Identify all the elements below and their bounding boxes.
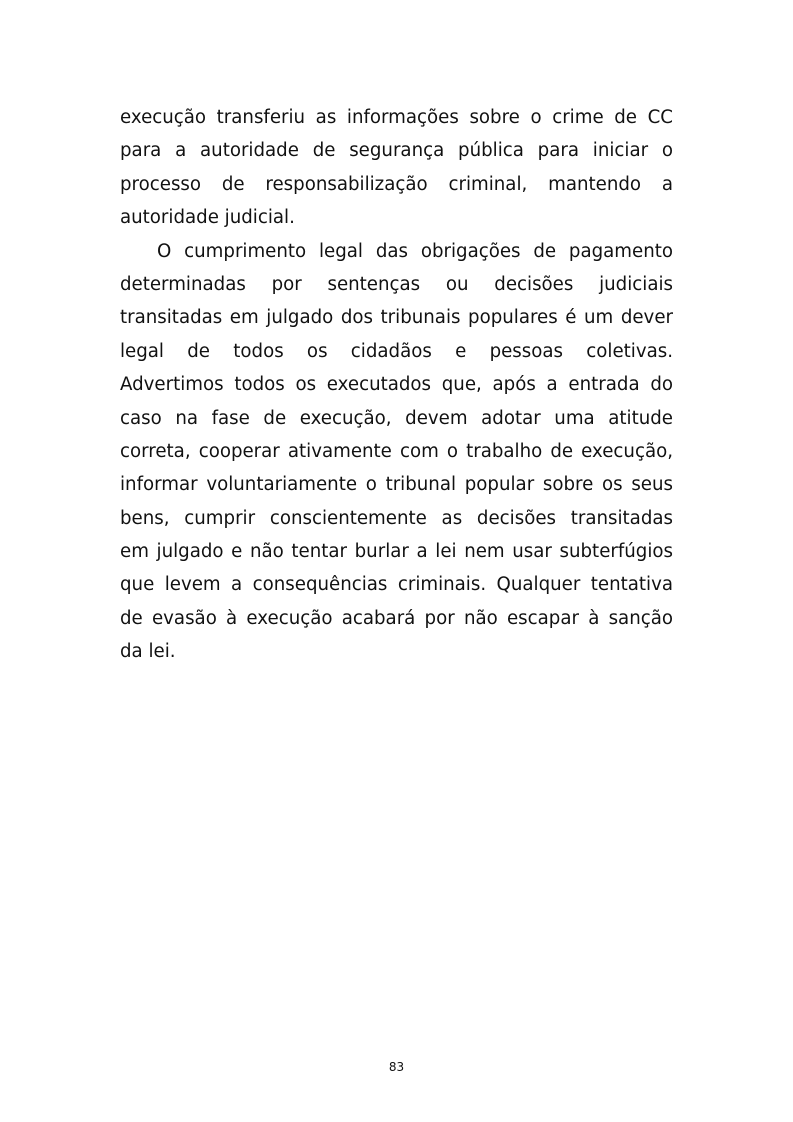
text-line: que levem a consequências criminais. Qualquer tentativa: [120, 574, 673, 596]
paragraph-2: [120, 235, 673, 669]
text-line: de evasão à execução acabará por não escapar à sanção: [120, 607, 673, 629]
text-line: informar voluntariamente o tribunal popular sobre os seus: [120, 474, 673, 496]
body-text: [120, 101, 673, 669]
text-line: da lei.: [120, 641, 176, 663]
text-line: para a autoridade de segurança pública para iniciar o: [120, 140, 673, 162]
text-line: O cumprimento legal das obrigações de pagamento: [157, 240, 673, 262]
text-line: determinadas por sentenças ou decisões judiciais: [120, 273, 673, 295]
text-line: caso na fase de execução, devem adotar uma atitude: [120, 407, 673, 429]
text-line: em julgado e não tentar burlar a lei nem usar subterfúgios: [120, 541, 673, 563]
text-line: execução transferiu as informações sobre o crime de CC: [120, 107, 673, 128]
page-number: 83: [388, 1060, 405, 1074]
text-line: autoridade judicial.: [120, 207, 295, 229]
text-line: processo de responsabilização criminal, mantendo a: [120, 173, 673, 195]
text-line: transitadas em julgado dos tribunais populares é um dever: [120, 307, 673, 329]
paragraph-1: [120, 101, 673, 235]
text-line: bens, cumprir conscientemente as decisões transitadas: [120, 507, 673, 529]
text-line: Advertimos todos os executados que, após a entrada do: [120, 374, 673, 396]
text-line: legal de todos os cidadãos e pessoas coletivas.: [120, 340, 673, 362]
text-line: correta, cooperar ativamente com o trabalho de execução,: [120, 440, 673, 462]
